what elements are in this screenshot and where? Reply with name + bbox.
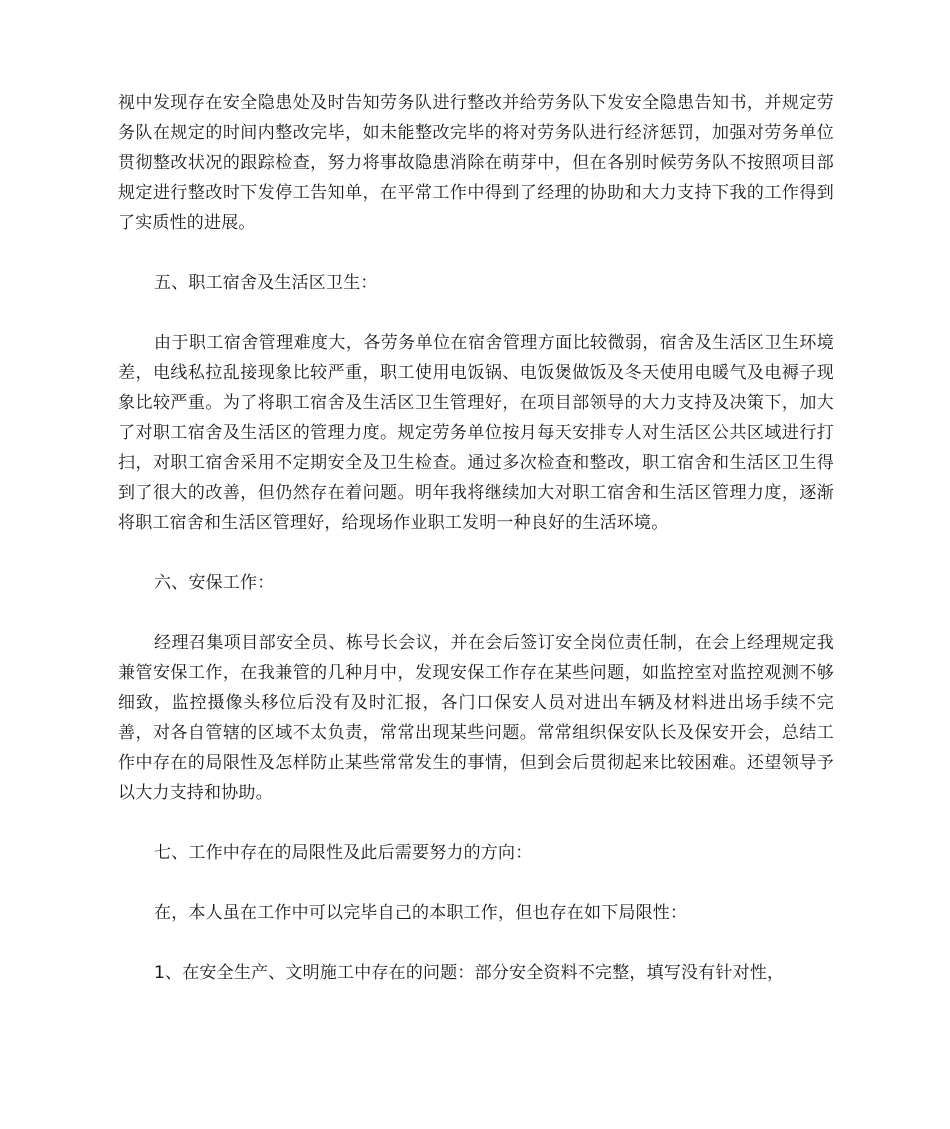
section-heading-shortcomings: 七、工作中存在的局限性及此后需要努力的方向： — [154, 843, 533, 863]
section-heading-dormitory: 五、职工宿舍及生活区卫生： — [154, 273, 378, 293]
paragraph-shortcomings-intro: 在，本人虽在工作中可以完毕自己的本职工作，但也存在如下局限性： — [154, 903, 688, 923]
document-body — [118, 88, 834, 1018]
paragraph-continuation: 视中发现存在安全隐患处及时告知劳务队进行整改并给劳务队下发安全隐患告知书，并规定劳务队在规定的时间内整改完毕，如未能整改完毕的将对劳务队进行经济惩罚，加强对劳务单位贯彻整改状况的跟踪检查，努力将事故隐患消除在萌芽中，但在各别时候劳务队不按照项目部规定进行整改时下发停工告知单，在平常工作中得到了经理的协助和大力支持下我的工作得到了实质性的进展。 — [118, 93, 834, 233]
section-heading-security: 六、安保工作： — [154, 573, 275, 593]
paragraph-dormitory: 由于职工宿舍管理难度大，各劳务单位在宿舍管理方面比较微弱，宿舍及生活区卫生环境差，电线私拉乱接现象比较严重，职工使用电饭锅、电饭煲做饭及冬天使用电暖气及电褥子现象比较严重。为了将职工宿舍及生活区卫生管理好，在项目部领导的大力支持及决策下，加大了对职工宿舍及生活区的管理力度。规定劳务单位按月每天安排专人对生活区公共区域进行打扫，对职工宿舍采用不定期安全及卫生检查。通过多次检查和整改，职工宿舍和生活区卫生得到了很大的改善，但仍然存在着问题。明年我将继续加大对职工宿舍和生活区管理力度，逐渐将职工宿舍和生活区管理好，给现场作业职工发明一种良好的生活环境。 — [118, 333, 834, 533]
paragraph-security: 经理召集项目部安全员、栋号长会议，并在会后签订安全岗位责任制，在会上经理规定我兼管安保工作，在我兼管的几种月中，发现安保工作存在某些问题，如监控室对监控观测不够细致，监控摄像头移位后没有及时汇报，各门口保安人员对进出车辆及材料进出场手续不完善，对各自管辖的区域不太负责，常常出现某些问题。常常组织保安队长及保安开会，总结工作中存在的局限性及怎样防止某些常常发生的事情，但到会后贯彻起来比较困难。还望领导予以大力支持和协助。 — [118, 633, 834, 803]
list-item-1: 1、在安全生产、文明施工中存在的问题：部分安全资料不完整，填写没有针对性， — [154, 963, 785, 983]
